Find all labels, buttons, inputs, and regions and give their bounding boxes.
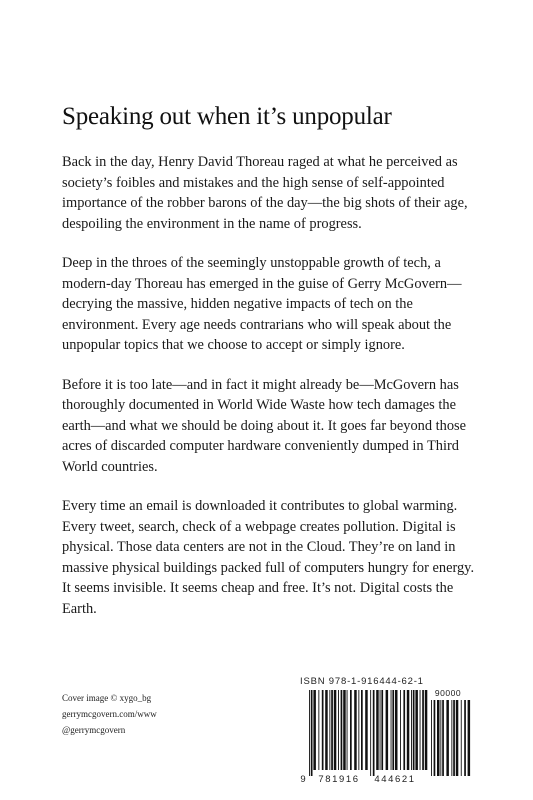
barcode-bar <box>341 690 343 770</box>
barcode-bar <box>453 700 455 776</box>
barcode-bar <box>309 690 310 776</box>
barcode-bar <box>365 690 368 770</box>
barcode-bar <box>370 690 371 776</box>
barcode-bar <box>331 690 333 770</box>
barcode-bar <box>461 700 462 776</box>
barcode-bar <box>442 700 444 776</box>
barcode-bar <box>437 700 440 776</box>
barcode-bar <box>329 690 330 770</box>
barcode-bar <box>318 690 319 770</box>
blurb-paragraph-1: Back in the day, Henry David Thoreau raged at what he perceived as society’s foibles and mistakes and the high sense of self-appointed importance of the robber barons of the day—the big shots of their age, despoiling the environment in the name of progress. <box>62 154 468 232</box>
barcode-bar <box>380 690 381 770</box>
barcode-bar <box>403 690 405 770</box>
barcode-bar <box>407 690 410 770</box>
barcode-bar <box>468 700 471 776</box>
blurb-paragraph-2: Deep in the throes of the seemingly unstoppable growth of tech, a modern-day Thoreau has emerged in the guise of Gerry McGovern—decrying the massive, hidden negative impacts of tech on the environment. Every age needs contrarians who will speak about the unpopular topics that we choose to accept or simply ignore. <box>62 255 462 353</box>
barcode-bar <box>376 690 379 770</box>
cover-credits <box>62 690 157 738</box>
barcode-bar <box>434 700 436 776</box>
barcode-bar <box>343 690 346 770</box>
barcode-bar <box>422 690 424 770</box>
barcode-bar <box>338 690 339 770</box>
barcode-bar <box>311 690 313 776</box>
barcode-bar <box>451 700 452 776</box>
barcode-bar <box>334 690 337 770</box>
blurb-paragraph-4: Every time an email is downloaded it contributes to global warming. Every tweet, search, check of a webpage creates pollution. Digital is physical. Those data centers are not in the Cloud. They’re on land in massive physical buildings packed full of computers hungry for energy. It seems invisible. It seems cheap and free. It’s not. Digital costs the Earth. <box>62 498 475 617</box>
barcode-lead-digit: 9 <box>300 774 306 784</box>
barcode-bar <box>411 690 412 770</box>
barcode-bar <box>313 690 316 770</box>
barcode-bar <box>373 690 375 776</box>
author-handle: @gerrymcgovern <box>62 725 126 735</box>
barcode-bar <box>392 690 394 770</box>
barcode-bar <box>415 690 418 770</box>
barcode-bar <box>350 690 352 770</box>
barcode-bar <box>322 690 324 770</box>
barcode-bar <box>347 690 348 770</box>
cover-image-credit: Cover image © xygo_bg <box>62 693 152 703</box>
barcode-bar <box>464 700 466 776</box>
barcode-left-digits: 781916 <box>318 774 360 784</box>
author-website: gerrymcgovern.com/www <box>62 709 157 719</box>
cover-heading: Speaking out when it’s unpopular <box>62 103 392 130</box>
isbn-label: ISBN 978-1-916444-62-1 <box>300 676 424 687</box>
barcode-bar <box>446 700 449 776</box>
barcode-bar <box>395 690 398 770</box>
barcode-right-digits: 444621 <box>374 774 416 784</box>
barcode-bar <box>354 690 357 770</box>
barcode-bar <box>431 700 432 776</box>
barcode-bar <box>400 690 401 770</box>
addon-digits: 90000 <box>434 688 462 698</box>
barcode-bar <box>381 690 383 770</box>
blurb-text <box>62 152 480 638</box>
barcode-bar <box>420 690 421 770</box>
barcode-bar <box>456 700 459 776</box>
barcode-bar <box>361 690 363 770</box>
barcode-bar <box>413 690 415 770</box>
addon-bars <box>431 700 470 776</box>
ean13-bars <box>309 690 427 776</box>
barcode-bar <box>425 690 428 770</box>
barcode-bar <box>391 690 392 770</box>
isbn-barcode-block <box>300 676 477 784</box>
barcode-graphic <box>300 688 477 784</box>
barcode-bar <box>325 690 328 770</box>
blurb-paragraph-3: Before it is too late—and in fact it might already be—McGovern has thoroughly documented in World Wide Waste how tech damages the earth—and what we should be doing about it. It goes far beyond those acres of discarded computer hardware conveniently dumped in Third World countries. <box>62 376 467 475</box>
barcode-bar <box>440 700 441 776</box>
barcode-bar <box>358 690 359 770</box>
barcode-bar <box>386 690 389 770</box>
